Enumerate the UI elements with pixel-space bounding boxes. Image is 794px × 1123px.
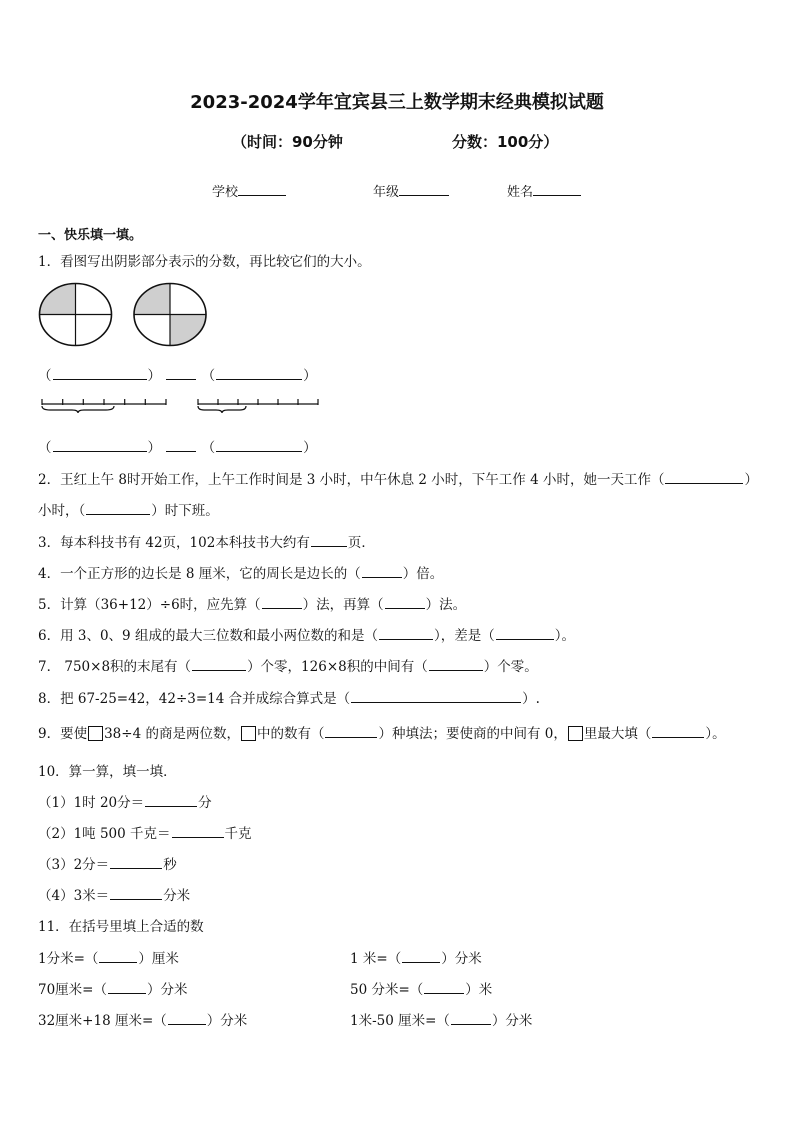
section-heading: 一、快乐填一填。 [38, 228, 143, 243]
answer-blank[interactable] [172, 825, 224, 838]
segment-right [198, 399, 318, 413]
box-placeholder[interactable] [88, 726, 103, 741]
q1-answer-row-2: （ ） （ ） [38, 440, 317, 456]
answer-blank[interactable] [429, 658, 483, 671]
answer-blank[interactable] [108, 981, 146, 994]
grade-label: 年级 [373, 185, 400, 200]
q2-line-1: 2．王红上午 8时开始工作，上午工作时间是 3 小时，中午休息 2 小时，下午工作 4 小时，她一天工作（ ） [38, 472, 758, 488]
answer-blank[interactable] [99, 950, 137, 963]
circle-right [134, 284, 206, 346]
answer-blank[interactable] [145, 794, 197, 807]
answer-blank[interactable] [262, 596, 302, 609]
q6: 6．用 3、0、9 组成的最大三位数和最小两位数的和是（ ），差是（ ）。 [38, 628, 575, 644]
q10-text: 10．算一算，填一填． [38, 764, 177, 780]
answer-blank[interactable] [110, 856, 162, 869]
box-placeholder[interactable] [241, 726, 256, 741]
q10-item: （1）1时 20分＝ 分 [38, 795, 212, 811]
answer-blank[interactable] [325, 725, 377, 738]
answer-blank[interactable] [362, 565, 402, 578]
q11-left-item: 1分米=（ ）厘米 [38, 951, 179, 967]
score-label: 分数：100分） [452, 133, 559, 151]
q11-left-item: 70厘米=（ ）分米 [38, 982, 188, 998]
answer-blank[interactable] [652, 725, 704, 738]
answer-blank[interactable] [53, 367, 147, 380]
answer-blank[interactable] [424, 981, 464, 994]
q7: 7． 750×8积的末尾有（ ）个零，126×8积的中间有（ ）个零。 [38, 659, 538, 675]
q11-text: 11．在括号里填上合适的数 [38, 919, 204, 935]
q1-segment-figures [36, 396, 336, 416]
segment-left [42, 399, 166, 413]
school-blank[interactable] [238, 182, 286, 196]
school-field[interactable] [212, 181, 286, 200]
answer-blank[interactable] [110, 887, 162, 900]
q11-right-item: 50 分米=（ ）米 [350, 982, 493, 998]
box-placeholder[interactable] [568, 726, 583, 741]
circle-left [40, 284, 112, 346]
answer-blank[interactable] [168, 1012, 206, 1025]
segment-left-brace [42, 406, 114, 413]
grade-blank[interactable] [399, 182, 449, 196]
q11-left-item: 32厘米+18 厘米=（ ）分米 [38, 1013, 248, 1029]
answer-blank[interactable] [665, 471, 743, 484]
answer-blank[interactable] [496, 627, 554, 640]
school-label: 学校 [212, 185, 239, 200]
name-field[interactable] [507, 181, 581, 200]
q5: 5．计算（36+12）÷6时，应先算（ ）法，再算（ ）法。 [38, 597, 467, 613]
answer-blank[interactable] [53, 439, 147, 452]
time-label: （时间：90分钟 [232, 133, 343, 151]
q1-answer-row-1: （ ） （ ） [38, 368, 317, 384]
q10-item: （4）3米＝ 分米 [38, 888, 191, 904]
q11-right-item: 1 米=（ ）分米 [350, 951, 482, 967]
answer-blank[interactable] [351, 690, 521, 703]
q10-item: （3）2分＝ 秒 [38, 857, 177, 873]
q3: 3．每本科技书有 42页，102本科技书大约有 页． [38, 535, 375, 551]
answer-blank[interactable] [311, 534, 347, 547]
name-blank[interactable] [533, 182, 581, 196]
answer-blank[interactable] [451, 1012, 491, 1025]
answer-blank[interactable] [379, 627, 433, 640]
q8: 8．把 67-25=42，42÷3=14 合并成综合算式是（ ）. [38, 691, 540, 707]
grade-field[interactable] [373, 181, 449, 200]
compare-blank[interactable] [166, 439, 196, 452]
answer-blank[interactable] [86, 502, 150, 515]
q2-line-2: 小时，（ ）时下班。 [38, 503, 219, 519]
compare-blank[interactable] [166, 367, 196, 380]
q4: 4．一个正方形的边长是 8 厘米，它的周长是边长的（ ）倍。 [38, 566, 444, 582]
q10-item: （2）1吨 500 千克＝ 千克 [38, 826, 252, 842]
answer-blank[interactable] [402, 950, 440, 963]
answer-blank[interactable] [216, 439, 302, 452]
q11-right-item: 1米-50 厘米=（ ）分米 [350, 1013, 533, 1029]
q1-circles [36, 280, 226, 350]
answer-blank[interactable] [192, 658, 246, 671]
segment-right-brace [198, 406, 246, 413]
answer-blank[interactable] [216, 367, 302, 380]
q1-text: 1．看图写出阴影部分表示的分数，再比较它们的大小。 [38, 254, 371, 270]
page-title: 2023-2024学年宜宾县三上数学期末经典模拟试题 [190, 92, 604, 113]
name-label: 姓名 [507, 185, 534, 200]
answer-blank[interactable] [385, 596, 425, 609]
q9: 9．要使 38÷4 的商是两位数， 中的数有（ ）种填法；要使商的中间有 0， 里最大填（ ）。 [38, 726, 726, 742]
